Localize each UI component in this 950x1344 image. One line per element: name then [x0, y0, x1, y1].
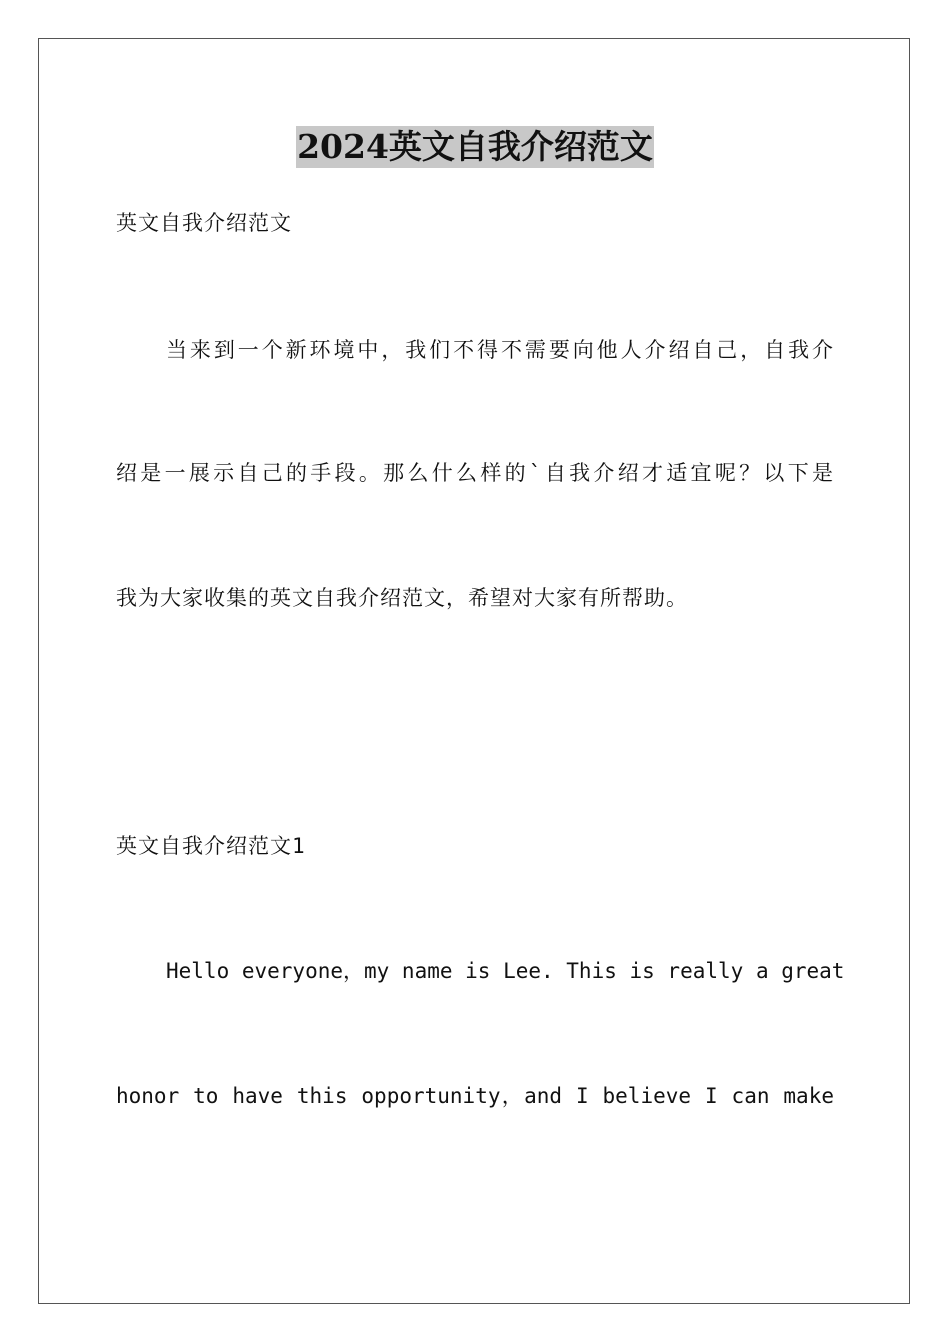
intro-line-2: 绍是一展示自己的手段。那么什么样的`自我介绍才适宜呢？以下是 — [116, 461, 834, 485]
intro-line-1: 当来到一个新环境中，我们不得不需要向他人介绍自己，自我介 — [166, 338, 834, 362]
intro-line-3: 我为大家收集的英文自我介绍范文，希望对大家有所帮助。 — [116, 586, 688, 610]
document-subtitle: 英文自我介绍范文 — [116, 211, 292, 235]
body-line-2: honor to have this opportunity，and I believe I can make — [116, 1084, 834, 1108]
document-title: 2024英文自我介绍范文 — [297, 127, 653, 166]
title-container — [0, 126, 950, 168]
body-line-1: Hello everyone，my name is Lee. This is really a great — [166, 959, 845, 983]
section-heading: 英文自我介绍范文1 — [116, 834, 306, 858]
